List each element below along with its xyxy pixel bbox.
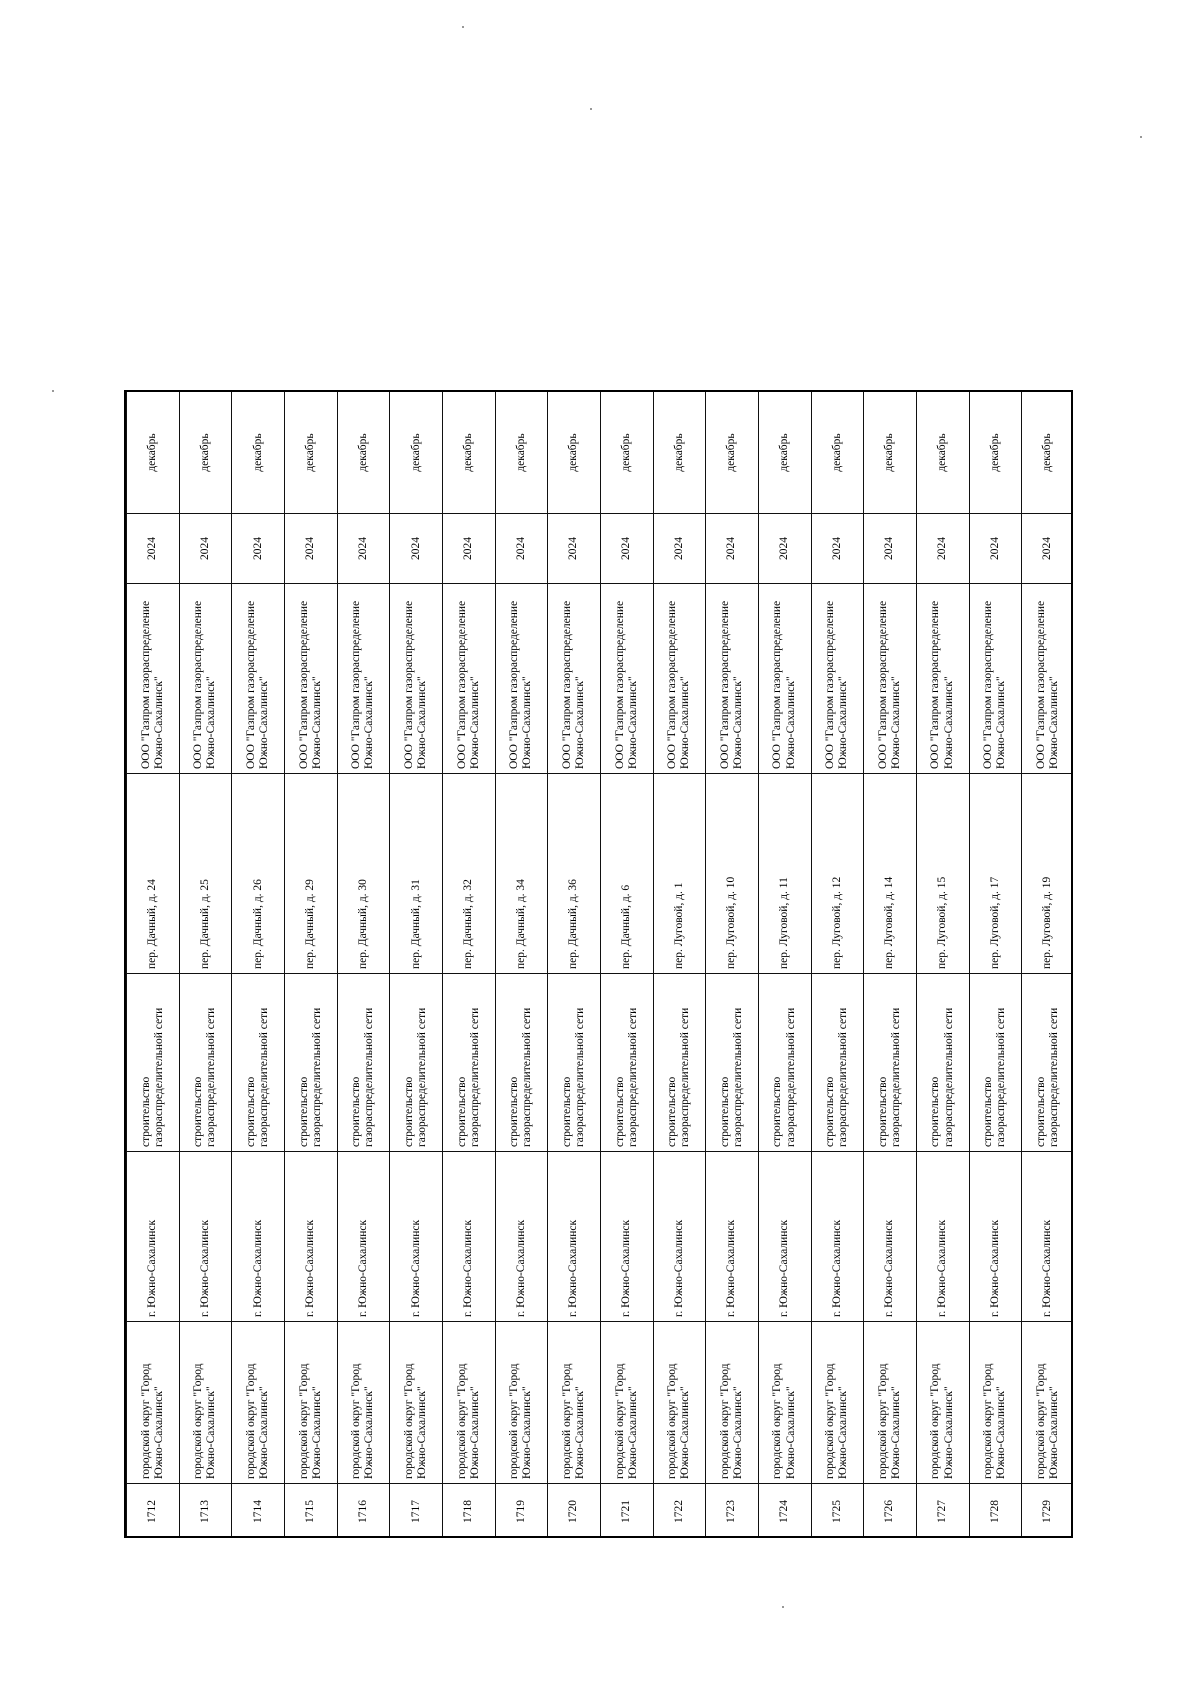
- row-number: 1729: [1022, 1484, 1073, 1539]
- locality-cell: г. Южно-Сахалинск: [442, 1152, 495, 1322]
- work-type-cell: строительство газораспределительной сети: [495, 974, 548, 1152]
- work-type-cell: строительство газораспределительной сети: [337, 974, 390, 1152]
- organization-cell: ООО "Газпром газораспределение Южно-Сахалинск": [811, 584, 864, 774]
- row-number: 1715: [284, 1484, 337, 1539]
- work-type-cell: строительство газораспределительной сети: [442, 974, 495, 1152]
- year-cell: 2024: [548, 514, 601, 584]
- organization-cell: ООО "Газпром газораспределение Южно-Сахалинск": [916, 584, 969, 774]
- address-cell: пер. Дачный, д. 24: [127, 774, 180, 974]
- locality-cell: г. Южно-Сахалинск: [390, 1152, 443, 1322]
- municipality-cell: городской округ "Город Южно-Сахалинск": [442, 1322, 495, 1484]
- month-cell: декабрь: [442, 392, 495, 514]
- organization-cell: ООО "Газпром газораспределение Южно-Сахалинск": [969, 584, 1022, 774]
- municipality-cell: городской округ "Город Южно-Сахалинск": [548, 1322, 601, 1484]
- work-type-cell: строительство газораспределительной сети: [758, 974, 811, 1152]
- year-cell: 2024: [706, 514, 759, 584]
- scan-speck: [1140, 136, 1142, 138]
- month-cell: декабрь: [390, 392, 443, 514]
- address-cell: пер. Дачный, д. 30: [337, 774, 390, 974]
- organization-cell: ООО "Газпром газораспределение Южно-Сахалинск": [548, 584, 601, 774]
- locality-cell: г. Южно-Сахалинск: [127, 1152, 180, 1322]
- register-table-rotated: [126, 392, 1073, 1538]
- month-cell: декабрь: [548, 392, 601, 514]
- year-cell: 2024: [337, 514, 390, 584]
- address-cell: пер. Луговой, д. 12: [811, 774, 864, 974]
- organization-cell: ООО "Газпром газораспределение Южно-Сахалинск": [706, 584, 759, 774]
- year-cell: 2024: [127, 514, 180, 584]
- work-type-cell: строительство газораспределительной сети: [179, 974, 232, 1152]
- table-row: [337, 392, 390, 1539]
- address-cell: пер. Дачный, д. 32: [442, 774, 495, 974]
- work-type-cell: строительство газораспределительной сети: [284, 974, 337, 1152]
- month-cell: декабрь: [916, 392, 969, 514]
- year-cell: 2024: [653, 514, 706, 584]
- table-row: [969, 392, 1022, 1539]
- row-number: 1714: [232, 1484, 285, 1539]
- work-type-cell: строительство газораспределительной сети: [969, 974, 1022, 1152]
- organization-cell: ООО "Газпром газораспределение Южно-Сахалинск": [600, 584, 653, 774]
- address-cell: пер. Луговой, д. 10: [706, 774, 759, 974]
- municipality-cell: городской округ "Город Южно-Сахалинск": [864, 1322, 917, 1484]
- address-cell: пер. Луговой, д. 17: [969, 774, 1022, 974]
- year-cell: 2024: [390, 514, 443, 584]
- table-row: [916, 392, 969, 1539]
- year-cell: 2024: [442, 514, 495, 584]
- work-type-cell: строительство газораспределительной сети: [1022, 974, 1073, 1152]
- year-cell: 2024: [969, 514, 1022, 584]
- locality-cell: г. Южно-Сахалинск: [758, 1152, 811, 1322]
- address-cell: пер. Луговой, д. 15: [916, 774, 969, 974]
- organization-cell: ООО "Газпром газораспределение Южно-Сахалинск": [495, 584, 548, 774]
- organization-cell: ООО "Газпром газораспределение Южно-Сахалинск": [758, 584, 811, 774]
- month-cell: декабрь: [864, 392, 917, 514]
- organization-cell: ООО "Газпром газораспределение Южно-Сахалинск": [284, 584, 337, 774]
- year-cell: 2024: [495, 514, 548, 584]
- municipality-cell: городской округ "Город Южно-Сахалинск": [495, 1322, 548, 1484]
- row-number: 1716: [337, 1484, 390, 1539]
- row-number: 1718: [442, 1484, 495, 1539]
- register-table-frame: [124, 390, 1073, 1538]
- address-cell: пер. Дачный, д. 36: [548, 774, 601, 974]
- locality-cell: г. Южно-Сахалинск: [232, 1152, 285, 1322]
- locality-cell: г. Южно-Сахалинск: [337, 1152, 390, 1322]
- address-cell: пер. Луговой, д. 14: [864, 774, 917, 974]
- month-cell: декабрь: [127, 392, 180, 514]
- municipality-cell: городской округ "Город Южно-Сахалинск": [179, 1322, 232, 1484]
- register-table: [126, 391, 1073, 1538]
- organization-cell: ООО "Газпром газораспределение Южно-Сахалинск": [1022, 584, 1073, 774]
- year-cell: 2024: [600, 514, 653, 584]
- locality-cell: г. Южно-Сахалинск: [864, 1152, 917, 1322]
- row-number: 1717: [390, 1484, 443, 1539]
- municipality-cell: городской округ "Город Южно-Сахалинск": [811, 1322, 864, 1484]
- scan-speck: [52, 390, 54, 392]
- month-cell: декабрь: [706, 392, 759, 514]
- locality-cell: г. Южно-Сахалинск: [600, 1152, 653, 1322]
- table-row: [811, 392, 864, 1539]
- locality-cell: г. Южно-Сахалинск: [653, 1152, 706, 1322]
- municipality-cell: городской округ "Город Южно-Сахалинск": [653, 1322, 706, 1484]
- locality-cell: г. Южно-Сахалинск: [916, 1152, 969, 1322]
- table-row: [442, 392, 495, 1539]
- address-cell: пер. Дачный, д. 25: [179, 774, 232, 974]
- work-type-cell: строительство газораспределительной сети: [916, 974, 969, 1152]
- year-cell: 2024: [916, 514, 969, 584]
- locality-cell: г. Южно-Сахалинск: [284, 1152, 337, 1322]
- address-cell: пер. Луговой, д. 1: [653, 774, 706, 974]
- month-cell: декабрь: [232, 392, 285, 514]
- municipality-cell: городской округ "Город Южно-Сахалинск": [706, 1322, 759, 1484]
- row-number: 1727: [916, 1484, 969, 1539]
- work-type-cell: строительство газораспределительной сети: [811, 974, 864, 1152]
- work-type-cell: строительство газораспределительной сети: [127, 974, 180, 1152]
- work-type-cell: строительство газораспределительной сети: [864, 974, 917, 1152]
- municipality-cell: городской округ "Город Южно-Сахалинск": [337, 1322, 390, 1484]
- locality-cell: г. Южно-Сахалинск: [548, 1152, 601, 1322]
- organization-cell: ООО "Газпром газораспределение Южно-Сахалинск": [653, 584, 706, 774]
- address-cell: пер. Дачный, д. 26: [232, 774, 285, 974]
- year-cell: 2024: [758, 514, 811, 584]
- address-cell: пер. Дачный, д. 34: [495, 774, 548, 974]
- row-number: 1728: [969, 1484, 1022, 1539]
- row-number: 1722: [653, 1484, 706, 1539]
- month-cell: декабрь: [1022, 392, 1073, 514]
- work-type-cell: строительство газораспределительной сети: [232, 974, 285, 1152]
- year-cell: 2024: [864, 514, 917, 584]
- table-row: [758, 392, 811, 1539]
- month-cell: декабрь: [600, 392, 653, 514]
- scan-speck: [462, 26, 464, 28]
- table-row: [600, 392, 653, 1539]
- month-cell: декабрь: [495, 392, 548, 514]
- locality-cell: г. Южно-Сахалинск: [1022, 1152, 1073, 1322]
- organization-cell: ООО "Газпром газораспределение Южно-Сахалинск": [127, 584, 180, 774]
- row-number: 1721: [600, 1484, 653, 1539]
- municipality-cell: городской округ "Город Южно-Сахалинск": [969, 1322, 1022, 1484]
- register-rows: [127, 392, 1074, 1539]
- organization-cell: ООО "Газпром газораспределение Южно-Сахалинск": [232, 584, 285, 774]
- row-number: 1720: [548, 1484, 601, 1539]
- month-cell: декабрь: [179, 392, 232, 514]
- year-cell: 2024: [179, 514, 232, 584]
- municipality-cell: городской округ "Город Южно-Сахалинск": [127, 1322, 180, 1484]
- month-cell: декабрь: [811, 392, 864, 514]
- row-number: 1726: [864, 1484, 917, 1539]
- work-type-cell: строительство газораспределительной сети: [600, 974, 653, 1152]
- month-cell: декабрь: [284, 392, 337, 514]
- table-row: [390, 392, 443, 1539]
- locality-cell: г. Южно-Сахалинск: [179, 1152, 232, 1322]
- locality-cell: г. Южно-Сахалинск: [495, 1152, 548, 1322]
- work-type-cell: строительство газораспределительной сети: [653, 974, 706, 1152]
- table-row: [127, 392, 180, 1539]
- table-row: [653, 392, 706, 1539]
- table-row: [548, 392, 601, 1539]
- row-number: 1712: [127, 1484, 180, 1539]
- row-number: 1719: [495, 1484, 548, 1539]
- work-type-cell: строительство газораспределительной сети: [390, 974, 443, 1152]
- table-row: [232, 392, 285, 1539]
- table-row: [706, 392, 759, 1539]
- table-row: [495, 392, 548, 1539]
- month-cell: декабрь: [653, 392, 706, 514]
- table-row: [864, 392, 917, 1539]
- scan-speck: [590, 108, 592, 110]
- month-cell: декабрь: [969, 392, 1022, 514]
- month-cell: декабрь: [337, 392, 390, 514]
- municipality-cell: городской округ "Город Южно-Сахалинск": [758, 1322, 811, 1484]
- municipality-cell: городской округ "Город Южно-Сахалинск": [232, 1322, 285, 1484]
- scan-speck: [782, 1606, 784, 1608]
- year-cell: 2024: [1022, 514, 1073, 584]
- table-row: [1022, 392, 1073, 1539]
- address-cell: пер. Дачный, д. 31: [390, 774, 443, 974]
- address-cell: пер. Луговой, д. 19: [1022, 774, 1073, 974]
- address-cell: пер. Луговой, д. 11: [758, 774, 811, 974]
- organization-cell: ООО "Газпром газораспределение Южно-Сахалинск": [864, 584, 917, 774]
- locality-cell: г. Южно-Сахалинск: [706, 1152, 759, 1322]
- address-cell: пер. Дачный, д. 6: [600, 774, 653, 974]
- row-number: 1713: [179, 1484, 232, 1539]
- municipality-cell: городской округ "Город Южно-Сахалинск": [390, 1322, 443, 1484]
- organization-cell: ООО "Газпром газораспределение Южно-Сахалинск": [442, 584, 495, 774]
- year-cell: 2024: [811, 514, 864, 584]
- municipality-cell: городской округ "Город Южно-Сахалинск": [600, 1322, 653, 1484]
- municipality-cell: городской округ "Город Южно-Сахалинск": [916, 1322, 969, 1484]
- table-row: [179, 392, 232, 1539]
- row-number: 1725: [811, 1484, 864, 1539]
- row-number: 1723: [706, 1484, 759, 1539]
- month-cell: декабрь: [758, 392, 811, 514]
- row-number: 1724: [758, 1484, 811, 1539]
- organization-cell: ООО "Газпром газораспределение Южно-Сахалинск": [390, 584, 443, 774]
- work-type-cell: строительство газораспределительной сети: [706, 974, 759, 1152]
- year-cell: 2024: [232, 514, 285, 584]
- locality-cell: г. Южно-Сахалинск: [811, 1152, 864, 1322]
- locality-cell: г. Южно-Сахалинск: [969, 1152, 1022, 1322]
- organization-cell: ООО "Газпром газораспределение Южно-Сахалинск": [179, 584, 232, 774]
- year-cell: 2024: [284, 514, 337, 584]
- municipality-cell: городской округ "Город Южно-Сахалинск": [284, 1322, 337, 1484]
- address-cell: пер. Дачный, д. 29: [284, 774, 337, 974]
- table-row: [284, 392, 337, 1539]
- organization-cell: ООО "Газпром газораспределение Южно-Сахалинск": [337, 584, 390, 774]
- work-type-cell: строительство газораспределительной сети: [548, 974, 601, 1152]
- municipality-cell: городской округ "Город Южно-Сахалинск": [1022, 1322, 1073, 1484]
